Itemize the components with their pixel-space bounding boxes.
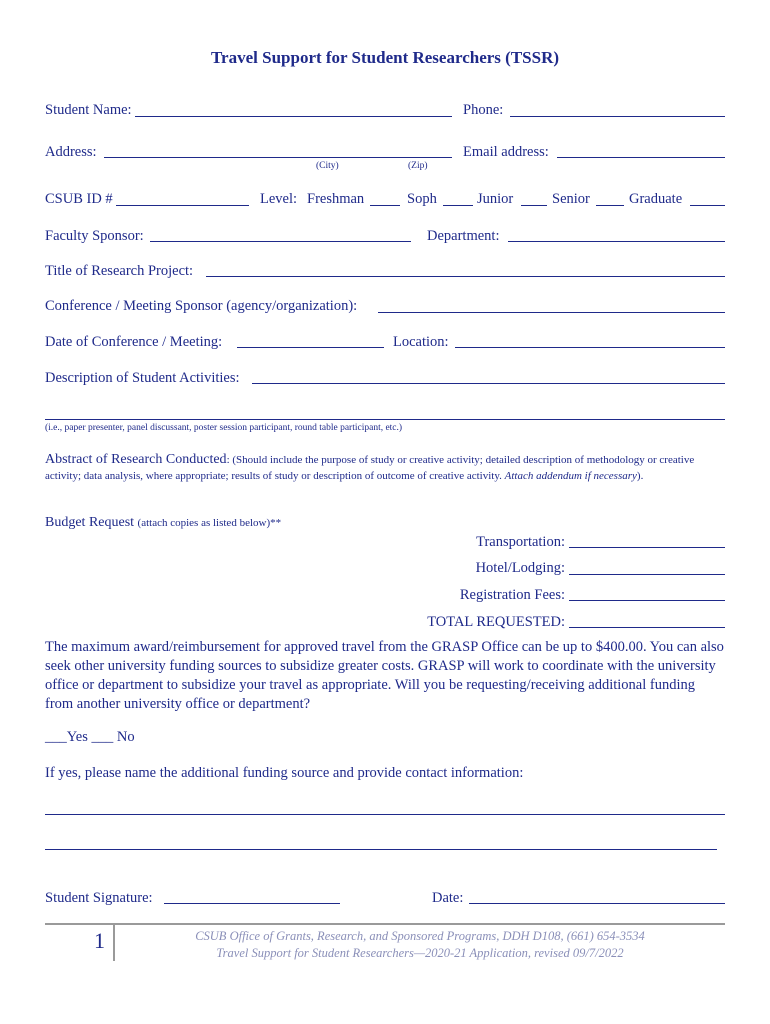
- total-label: TOTAL REQUESTED:: [427, 614, 565, 630]
- email-label: Email address:: [463, 144, 549, 160]
- level-label: Level:: [260, 191, 298, 207]
- address-field[interactable]: [104, 157, 452, 158]
- funding-source-line2[interactable]: [45, 849, 717, 850]
- hotel-label: Hotel/Lodging:: [475, 560, 565, 576]
- footer-divider: [45, 923, 725, 925]
- if-yes-label: If yes, please name the additional funding source and provide contact information:: [45, 765, 524, 781]
- transportation-label: Transportation:: [476, 534, 565, 550]
- location-field[interactable]: [455, 347, 725, 348]
- level-senior-blank[interactable]: [596, 205, 624, 206]
- level-freshman-blank[interactable]: [370, 205, 400, 206]
- date-field[interactable]: [469, 903, 725, 904]
- description-field-line2[interactable]: [45, 419, 725, 420]
- level-graduate-blank[interactable]: [690, 205, 725, 206]
- level-junior-label: Junior: [477, 191, 514, 207]
- description-label: Description of Student Activities:: [45, 370, 240, 386]
- registration-label: Registration Fees:: [459, 587, 565, 603]
- level-graduate-label: Graduate: [629, 191, 683, 207]
- csub-id-label: CSUB ID #: [45, 191, 113, 207]
- csub-id-field[interactable]: [116, 205, 249, 206]
- budget-heading: [45, 515, 281, 531]
- conference-date-label: Date of Conference / Meeting:: [45, 334, 223, 350]
- phone-field[interactable]: [510, 116, 725, 117]
- description-field[interactable]: [252, 383, 725, 384]
- abstract-italic-note: Attach addendum if necessary: [504, 470, 637, 482]
- registration-field[interactable]: [569, 600, 725, 601]
- student-name-field[interactable]: [135, 116, 452, 117]
- budget-heading-label: Budget Request: [45, 515, 135, 530]
- date-label: Date:: [432, 890, 464, 906]
- conference-sponsor-label: Conference / Meeting Sponsor (agency/organization):: [45, 298, 358, 314]
- email-field[interactable]: [557, 157, 725, 158]
- footer-text: [130, 928, 710, 962]
- phone-label: Phone:: [463, 102, 504, 118]
- description-hint: (i.e., paper presenter, panel discussant, poster session participant, round table participant, etc.): [45, 423, 403, 433]
- conference-sponsor-field[interactable]: [378, 312, 725, 313]
- city-caption: (City): [316, 161, 339, 171]
- transportation-field[interactable]: [569, 547, 725, 548]
- student-signature-field[interactable]: [164, 903, 340, 904]
- level-soph-label: Soph: [407, 191, 437, 207]
- student-name-label: Student Name:: [45, 102, 132, 118]
- location-label: Location:: [393, 334, 449, 350]
- hotel-field[interactable]: [569, 574, 725, 575]
- funding-source-line1[interactable]: [45, 814, 725, 815]
- max-award-paragraph: The maximum award/reimbursement for approved travel from the GRASP Office can be up to $400.00. You can also seek other university funding sources to subsidize greater costs. GRASP will work to coordinate with the university office or department to subsidize your travel as appropriate. Will you be requesting/receiving additional funding from another university office or department?: [45, 639, 724, 712]
- department-label: Department:: [427, 228, 500, 244]
- student-signature-label: Student Signature:: [45, 890, 153, 906]
- level-soph-blank[interactable]: [443, 205, 473, 206]
- footer-line-2: Travel Support for Student Researchers—2020-21 Application, revised 09/7/2022: [216, 946, 624, 960]
- level-senior-label: Senior: [552, 191, 590, 207]
- level-freshman-label: Freshman: [307, 191, 365, 207]
- level-junior-blank[interactable]: [521, 205, 547, 206]
- page-number: 1: [94, 928, 105, 953]
- footer-vertical-divider: [113, 925, 115, 961]
- conference-date-field[interactable]: [237, 347, 384, 348]
- abstract-heading: Abstract of Research Conducted: [45, 452, 227, 467]
- page-title: Travel Support for Student Researchers (TSSR): [210, 48, 560, 67]
- faculty-sponsor-field[interactable]: [150, 241, 411, 242]
- research-title-label: Title of Research Project:: [45, 263, 194, 279]
- address-label: Address:: [45, 144, 97, 160]
- abstract-end: ).: [636, 470, 644, 482]
- abstract-body: : (Should include the purpose of study or creative activity; detailed description of methodology or creative activity; data analysis, where appropriate; results of study or description of outcome of creative activity.: [45, 454, 695, 482]
- abstract-instructions: [45, 452, 725, 484]
- faculty-sponsor-label: Faculty Sponsor:: [45, 228, 144, 244]
- total-field[interactable]: [569, 627, 725, 628]
- yes-no-options[interactable]: ___Yes ___ No: [45, 729, 135, 745]
- zip-caption: (Zip): [408, 161, 428, 171]
- budget-note: (attach copies as listed below)**: [137, 517, 282, 529]
- department-field[interactable]: [508, 241, 725, 242]
- footer-line-1: CSUB Office of Grants, Research, and Sponsored Programs, DDH D108, (661) 654-3534: [195, 929, 645, 943]
- research-title-field[interactable]: [206, 276, 725, 277]
